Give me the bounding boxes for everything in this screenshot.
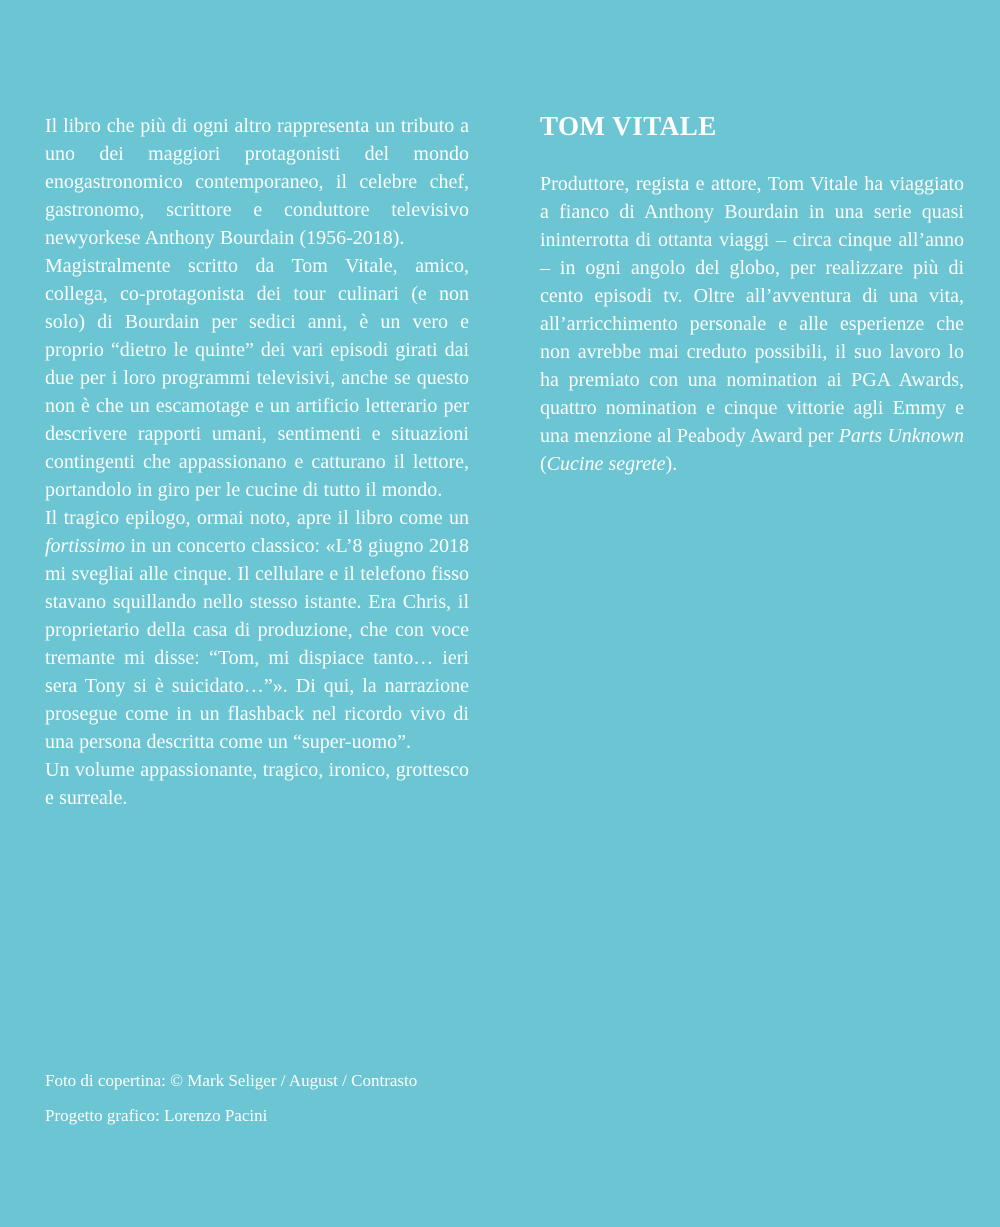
paragraph: Il tragico epilogo, ormai noto, apre il libro come un fortissimo in un concerto classico: «L’8 giugno 2018 mi svegliai alle cinque. Il cellulare e il telefono fisso stavano squillando nello stesso istante. Era Chris, il proprietario della casa di produzione, che con voce tremante mi disse: “Tom, mi dispiace tanto… ieri sera Tony si è suicidato…”». Di qui, la narrazione prosegue come in un flashback nel ricordo vivo di una persona descritta come un “super-uomo”. [45,507,469,753]
paragraph: Magistralmente scritto da Tom Vitale, amico, collega, co-protagonista dei tour culinari (e non solo) di Bourdain per sedici anni, è un vero e proprio “dietro le quinte” dei vari episodi girati dai due per i loro programmi televisivi, anche se questo non è che un escamotage e un artificio letterario per descrivere rapporti umani, sentimenti e situazioni contingenti che appassionano e catturano il lettore, portandolo in giro per le cucine di tutto il mondo. [45,255,469,501]
author-bio [540,170,964,478]
paragraph: Il libro che più di ogni altro rappresenta un tributo a uno dei maggiori protagonisti del mondo enogastronomico contemporaneo, il celebre chef, gastronomo, scrittore e conduttore televisivo newyorkese Anthony Bourdain (1956-2018). [45,115,469,249]
credit-photo-line: Foto di copertina: © Mark Seliger / August / Contrasto [45,1071,418,1090]
right-column [540,112,964,478]
paragraph: Produttore, regista e attore, Tom Vitale ha viaggiato a fianco di Anthony Bourdain in una serie quasi ininterrotta di ottanta viaggi – circa cinque all’anno – in ogni angolo del globo, per realizzare più di cento episodi tv. Oltre all’avventura di una vita, all’arricchimento personale e alle esperienze che non avrebbe mai creduto possibili, il suo lavoro lo ha premiato con una nomination ai PGA Awards, quattro nomination e cinque vittorie agli Emmy e una menzione al Peabody Award per Parts Unknown (Cucine segrete). [540,173,964,475]
credits [45,1071,645,1141]
author-heading: TOM VITALE [540,111,717,141]
credit-design-line: Progetto grafico: Lorenzo Pacini [45,1106,268,1125]
left-column [45,112,469,812]
paragraph: Un volume appassionante, tragico, ironico, grottesco e surreale. [45,759,469,809]
